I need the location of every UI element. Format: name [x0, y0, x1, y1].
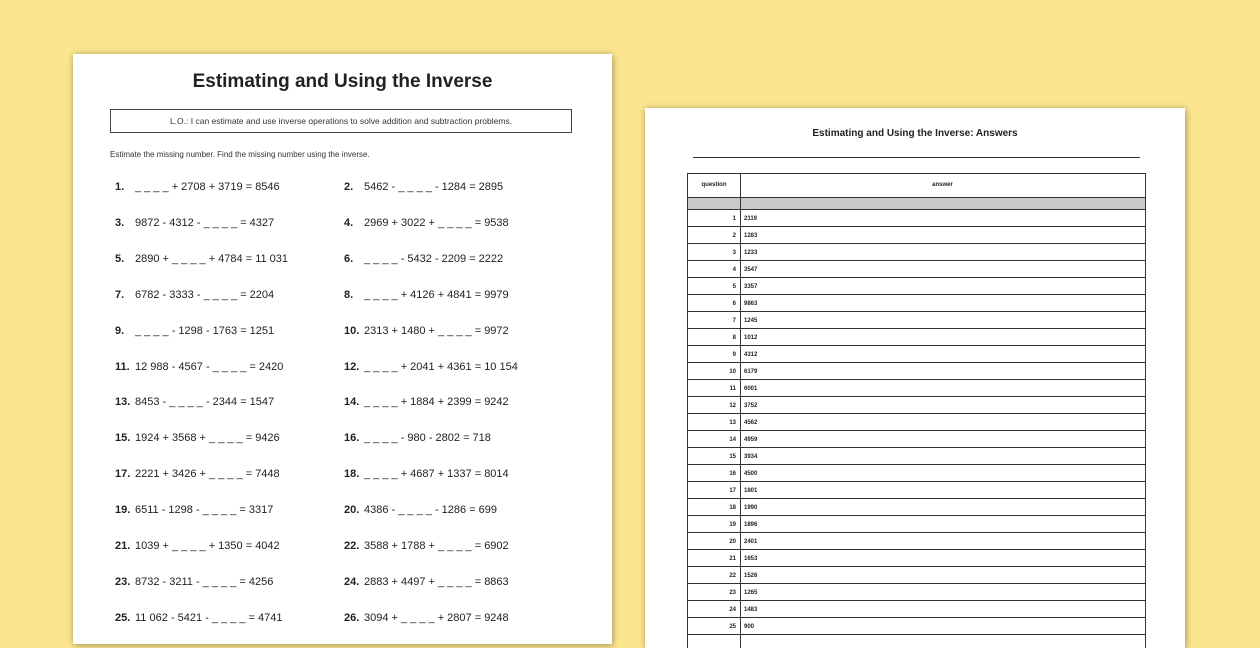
question-equation: 4386 - _ _ _ _ - 1286 = 699: [364, 504, 498, 517]
question-number: 13.: [115, 396, 131, 409]
title-underline: [693, 157, 1140, 158]
question-item: [115, 217, 274, 229]
answer-row-number: 23: [729, 590, 736, 596]
question-item: [344, 361, 518, 373]
question-equation: _ _ _ _ - 980 - 2802 = 718: [364, 432, 491, 445]
answer-row-number: 18: [729, 505, 736, 511]
question-item: [344, 576, 509, 588]
question-item: [344, 253, 503, 265]
answer-row: [688, 516, 1145, 533]
answer-row-value: 900: [744, 624, 755, 630]
question-number: 23.: [115, 575, 131, 588]
answer-row-value: 3547: [744, 267, 758, 273]
answer-row-value: 2119: [744, 216, 758, 222]
question-item: [344, 396, 509, 408]
answer-row-value: 1245: [744, 318, 758, 324]
question-equation: 8732 - 3211 - _ _ _ _ = 4256: [135, 575, 274, 588]
question-equation: 8453 - _ _ _ _ - 2344 = 1547: [135, 396, 275, 409]
question-item: [344, 504, 497, 516]
learning-objective-box: L.O.: I can estimate and use inverse operations to solve addition and subtraction problems.: [110, 109, 572, 133]
question-equation: 6511 - 1298 - _ _ _ _ = 3317: [135, 504, 274, 517]
question-number: 22.: [344, 540, 360, 552]
answers-title: Estimating and Using the Inverse: Answers: [812, 128, 1018, 139]
question-equation: _ _ _ _ - 1298 - 1763 = 1251: [135, 324, 275, 337]
question-item: [115, 396, 274, 408]
question-number: 15.: [115, 432, 131, 445]
question-equation: 5462 - _ _ _ _ - 1284 = 2895: [364, 181, 504, 193]
question-equation: _ _ _ _ + 4126 + 4841 = 9979: [364, 288, 509, 301]
answer-row: [688, 312, 1145, 329]
answer-row-value: 4959: [744, 437, 758, 443]
question-number: 11.: [115, 360, 130, 373]
question-item: [115, 361, 283, 373]
answer-row-number: 4: [732, 267, 736, 273]
answer-row-value: 1012: [744, 335, 758, 341]
answer-row-number: 1: [732, 216, 736, 222]
question-number: 9.: [115, 324, 125, 337]
question-number: 16.: [344, 432, 360, 445]
header-shaded-row: [688, 198, 1145, 210]
answer-row: [688, 431, 1145, 448]
question-number: 2.: [344, 181, 354, 193]
answer-row-number: 5: [732, 284, 736, 290]
answer-row-number: 19: [729, 522, 736, 528]
answer-row-number: 25: [729, 624, 736, 630]
question-number: 17.: [115, 468, 131, 481]
answer-row: [688, 346, 1145, 363]
question-equation: 2969 + 3022 + _ _ _ _ = 9538: [364, 216, 509, 229]
answer-row-value: 4500: [744, 471, 758, 477]
question-item: [344, 325, 509, 337]
answer-row-value: 1896: [744, 522, 758, 528]
answer-row-value: 4562: [744, 420, 758, 426]
question-item: [115, 253, 288, 265]
question-item: [344, 217, 509, 229]
answer-row: [688, 295, 1145, 312]
question-item: [115, 468, 280, 480]
answer-row-number: 20: [729, 539, 736, 545]
question-equation: _ _ _ _ + 4687 + 1337 = 8014: [364, 468, 509, 481]
answer-row-number: 8: [732, 335, 736, 341]
question-item: [115, 432, 280, 444]
answer-row-value: 1483: [744, 607, 758, 613]
answer-row-number: 16: [729, 471, 736, 477]
question-number: 25.: [115, 611, 131, 624]
answer-row-number: 7: [732, 318, 736, 324]
answer-row: [688, 261, 1145, 278]
question-equation: 3588 + 1788 + _ _ _ _ = 6902: [364, 540, 509, 552]
question-equation: 2883 + 4497 + _ _ _ _ = 8863: [364, 575, 509, 588]
answer-row-value: 1653: [744, 556, 758, 562]
answer-row-number: 10: [729, 369, 736, 375]
question-equation: _ _ _ _ + 1884 + 2399 = 9242: [364, 396, 509, 409]
question-equation: _ _ _ _ + 2041 + 4361 = 10 154: [364, 360, 518, 373]
question-equation: 2890 + _ _ _ _ + 4784 = 11 031: [135, 252, 289, 265]
answer-row: [688, 618, 1145, 635]
answers-table: [687, 173, 1146, 648]
question-equation: _ _ _ _ - 5432 - 2209 = 2222: [364, 252, 504, 265]
question-number: 7.: [115, 288, 125, 301]
answer-row-value: 4312: [744, 352, 758, 358]
question-item: [344, 432, 491, 444]
question-equation: 1039 + _ _ _ _ + 1350 = 4042: [135, 540, 280, 552]
worksheet-page: [73, 54, 612, 644]
question-item: [344, 289, 509, 301]
question-equation: _ _ _ _ + 2708 + 3719 = 8546: [135, 181, 280, 193]
answer-row: [688, 227, 1145, 244]
answer-row-value: 3357: [744, 284, 758, 290]
answer-row: [688, 380, 1145, 397]
answer-row: [688, 482, 1145, 499]
question-equation: 6782 - 3333 - _ _ _ _ = 2204: [135, 288, 275, 301]
answer-row-number: 22: [729, 573, 736, 579]
question-equation: 9872 - 4312 - _ _ _ _ = 4327: [135, 216, 275, 229]
answer-row-number: 6: [732, 301, 736, 307]
instruction-text: Estimate the missing number. Find the missing number using the inverse.: [110, 150, 370, 159]
answer-row-number: 3: [732, 250, 736, 256]
answer-row-value: 3752: [744, 403, 758, 409]
answer-row-number: 12: [729, 403, 736, 409]
column-divider: [740, 174, 741, 648]
answer-row: [688, 210, 1145, 227]
answer-row: [688, 363, 1145, 380]
answer-row-value: 6001: [744, 386, 758, 392]
answer-row-value: 1801: [744, 488, 758, 494]
answer-row: [688, 499, 1145, 516]
answer-row-number: 15: [729, 454, 736, 460]
answers-table-header: [688, 174, 1145, 198]
answer-row: [688, 244, 1145, 261]
question-number: 24.: [344, 575, 360, 588]
answer-row-number: 9: [732, 352, 736, 358]
question-number: 19.: [115, 504, 131, 517]
question-equation: 1924 + 3568 + _ _ _ _ = 9426: [135, 432, 280, 445]
question-item: [115, 540, 280, 552]
answer-row: [688, 584, 1145, 601]
answer-row: [688, 448, 1145, 465]
question-item: [115, 289, 274, 301]
question-number: 20.: [344, 504, 360, 517]
question-number: 21.: [115, 540, 131, 552]
answer-row-number: 11: [729, 386, 736, 392]
worksheet-title: Estimating and Using the Inverse: [192, 71, 493, 92]
answer-row-value: 1233: [744, 250, 758, 256]
question-number: 12.: [344, 360, 360, 373]
answer-row-value: 1526: [744, 573, 758, 579]
answer-row-value: 1990: [744, 505, 758, 511]
question-item: [344, 540, 509, 552]
question-number: 3.: [115, 216, 125, 229]
answer-row-value: 3934: [744, 454, 758, 460]
answer-row-value: 9863: [744, 301, 758, 307]
question-number: 1.: [115, 181, 125, 193]
question-item: [344, 612, 509, 624]
question-item: [344, 181, 503, 193]
question-item: [115, 504, 273, 516]
answer-row-number: 14: [729, 437, 736, 443]
question-number: 6.: [344, 252, 354, 265]
question-equation: 2313 + 1480 + _ _ _ _ = 9972: [364, 324, 509, 337]
question-column-header: question: [701, 182, 727, 188]
answer-column-header: answer: [932, 182, 953, 188]
answer-row: [688, 397, 1145, 414]
question-number: 8.: [344, 288, 354, 301]
answer-row: [688, 567, 1145, 584]
answer-row-value: 6179: [744, 369, 758, 375]
answer-row: [688, 533, 1145, 550]
answer-row-value: 1283: [744, 233, 758, 239]
answer-row: [688, 278, 1145, 295]
question-item: [115, 612, 283, 624]
question-equation: 2221 + 3426 + _ _ _ _ = 7448: [135, 468, 280, 481]
answer-row-value: 2401: [744, 539, 758, 545]
question-equation: 11 062 - 5421 - _ _ _ _ = 4741: [135, 611, 283, 624]
question-number: 5.: [115, 252, 125, 265]
question-number: 18.: [344, 468, 360, 481]
answer-row-number: 2: [732, 233, 736, 239]
answer-row: [688, 550, 1145, 567]
answer-row: [688, 465, 1145, 482]
answer-row-number: 13: [729, 420, 736, 426]
question-equation: 12 988 - 4567 - _ _ _ _ = 2420: [135, 360, 284, 373]
question-number: 10.: [344, 324, 360, 337]
question-item: [115, 181, 280, 193]
question-equation: 3094 + _ _ _ _ + 2807 = 9248: [364, 611, 509, 624]
answer-row: [688, 601, 1145, 618]
question-number: 14.: [344, 396, 360, 409]
question-item: [344, 468, 509, 480]
answer-row-value: 1265: [744, 590, 758, 596]
answer-row-number: 21: [729, 556, 736, 562]
answer-row-number: 17: [729, 488, 736, 494]
answer-row: [688, 414, 1145, 431]
question-item: [115, 576, 273, 588]
answers-page: [645, 108, 1185, 648]
question-item: [115, 325, 274, 337]
question-number: 4.: [344, 216, 354, 229]
question-number: 26.: [344, 611, 360, 624]
answer-row-number: 24: [729, 607, 736, 613]
answer-row: [688, 329, 1145, 346]
